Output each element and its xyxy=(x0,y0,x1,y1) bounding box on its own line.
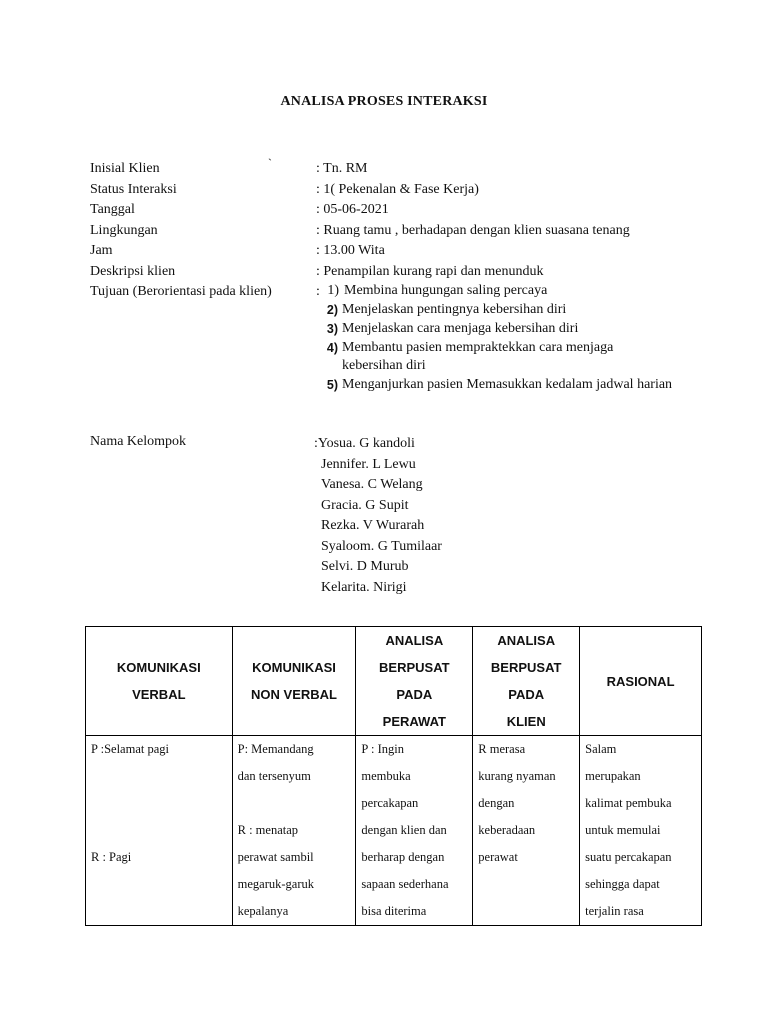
info-value: : Tn. RM xyxy=(316,161,368,176)
header-line: BERPUSAT xyxy=(490,660,562,675)
header-analisa-perawat xyxy=(356,627,473,736)
header-analisa-klien xyxy=(473,627,580,736)
header-komunikasi-verbal xyxy=(86,627,233,736)
group-member: Selvi. D Murub xyxy=(321,559,409,574)
cell-line: berharap dengan xyxy=(361,850,445,864)
info-row xyxy=(90,200,710,221)
info-value: : 13.00 Wita xyxy=(316,243,385,258)
table-header-row xyxy=(86,627,702,736)
cell-line: sapaan sederhana xyxy=(361,877,449,891)
header-line: BERPUSAT xyxy=(379,660,450,675)
cell-gap xyxy=(91,817,227,844)
header-line: PADA xyxy=(508,687,545,702)
cell-line: P :Selamat pagi xyxy=(91,742,169,756)
info-value: : Penampilan kurang rapi dan menunduk xyxy=(316,263,544,279)
goal-text: Menjelaskan pentingnya kebersihan diri xyxy=(342,302,567,317)
cell-line: sehingga dapat xyxy=(585,877,660,891)
cell-line: bisa diterima xyxy=(361,904,427,918)
table-row xyxy=(86,736,702,926)
info-row xyxy=(90,156,710,180)
info-label: Status Interaksi xyxy=(90,181,177,197)
goal-number: 3) xyxy=(326,322,338,336)
info-value: : 1( Pekenalan & Fase Kerja) xyxy=(316,181,479,197)
goals-list xyxy=(316,282,696,395)
goal-number: 2) xyxy=(326,303,338,317)
cell-rasional xyxy=(580,736,702,926)
cell-verbal xyxy=(86,736,233,926)
group-label: Nama Kelompok xyxy=(90,434,187,449)
info-label: Lingkungan xyxy=(90,222,158,238)
info-section xyxy=(90,156,710,392)
info-value: : 05-06-2021 xyxy=(316,202,389,217)
info-label: Tanggal xyxy=(90,202,135,217)
info-row xyxy=(90,180,710,201)
stray-mark: ` xyxy=(268,156,272,170)
cell-non-verbal xyxy=(232,736,356,926)
goal-item xyxy=(316,282,696,300)
info-row xyxy=(90,262,710,283)
header-line: KOMUNIKASI xyxy=(116,660,201,675)
cell-gap xyxy=(91,790,227,817)
info-label: Jam xyxy=(90,243,113,258)
info-row xyxy=(90,221,710,242)
goal-number: 5) xyxy=(326,378,338,392)
cell-line: R : Pagi xyxy=(91,850,132,864)
goal-item xyxy=(316,376,692,394)
cell-line: kurang nyaman xyxy=(478,769,556,783)
group-member: Syaloom. G Tumilaar xyxy=(321,538,442,554)
cell-line: P : Ingin xyxy=(361,742,404,756)
goal-item xyxy=(316,320,696,338)
cell-line: R : menatap xyxy=(237,823,299,837)
header-komunikasi-non-verbal xyxy=(232,627,356,736)
cell-line: dengan xyxy=(478,796,515,810)
cell-line: megaruk-garuk xyxy=(237,877,314,891)
cell-analisa-klien xyxy=(473,736,580,926)
analysis-table xyxy=(85,626,702,926)
cell-line: kepalanya xyxy=(237,904,289,918)
group-member: Gracia. G Supit xyxy=(321,497,409,513)
group-names xyxy=(314,434,442,598)
header-line: ANALISA xyxy=(497,633,556,648)
cell-line: R merasa xyxy=(478,742,526,756)
goal-item xyxy=(316,301,696,319)
info-label: Tujuan (Berorientasi pada klien) xyxy=(90,284,272,299)
group-member: Rezka. V Wurarah xyxy=(321,518,425,533)
info-label: Deskripsi klien xyxy=(90,263,176,279)
cell-line: percakapan xyxy=(361,796,419,810)
cell-line: perawat sambil xyxy=(237,850,314,864)
header-line: PERAWAT xyxy=(382,714,446,729)
group-member: :Yosua. G kandoli xyxy=(314,436,415,451)
cell-line: untuk memulai xyxy=(585,823,661,837)
info-value: : Ruang tamu , berhadapan dengan klien suasana tenang xyxy=(316,222,630,238)
info-label: Inisial Klien xyxy=(90,161,160,176)
header-line: NON VERBAL xyxy=(251,687,337,702)
cell-gap xyxy=(238,790,351,817)
goal-text: Menganjurkan pasien Memasukkan kedalam jadwal harian xyxy=(342,377,673,392)
cell-line: kalimat pembuka xyxy=(585,796,672,810)
info-row xyxy=(90,241,710,262)
cell-line: suatu percakapan xyxy=(585,850,672,864)
cell-analisa-perawat xyxy=(356,736,473,926)
cell-line: P: Memandang xyxy=(237,742,314,756)
cell-gap xyxy=(91,763,227,790)
header-line: KOMUNIKASI xyxy=(252,660,336,675)
header-line: ANALISA xyxy=(385,633,444,648)
cell-line: keberadaan xyxy=(478,823,536,837)
header-line: RASIONAL xyxy=(606,673,675,689)
goal-number: 4) xyxy=(326,341,338,355)
header-rasional xyxy=(580,627,702,736)
cell-line: dengan klien dan xyxy=(361,823,447,837)
cell-line: membuka xyxy=(361,769,411,783)
goal-item xyxy=(316,339,672,375)
group-member: Jennifer. L Lewu xyxy=(321,456,416,472)
goal-text: Membantu pasien mempraktekkan cara menjaga kebersihan diri xyxy=(342,340,614,373)
cell-line: dan tersenyum xyxy=(237,769,311,783)
goal-number: 1) xyxy=(327,283,339,298)
info-value: : xyxy=(316,284,320,299)
header-line: KLIEN xyxy=(506,714,546,729)
group-member: Kelarita. Nirigi xyxy=(321,579,407,595)
goal-text: Menjelaskan cara menjaga kebersihan diri xyxy=(342,321,579,336)
cell-line: terjalin rasa xyxy=(585,904,644,918)
header-line: PADA xyxy=(396,687,433,702)
cell-line: Salam xyxy=(585,742,617,756)
header-line: VERBAL xyxy=(132,687,186,702)
document-title: ANALISA PROSES INTERAKSI xyxy=(280,94,488,109)
goal-text: Membina hungungan saling percaya xyxy=(344,283,548,298)
group-member: Vanesa. C Welang xyxy=(321,477,423,492)
cell-line: perawat xyxy=(478,850,518,864)
cell-line: merupakan xyxy=(585,769,641,783)
